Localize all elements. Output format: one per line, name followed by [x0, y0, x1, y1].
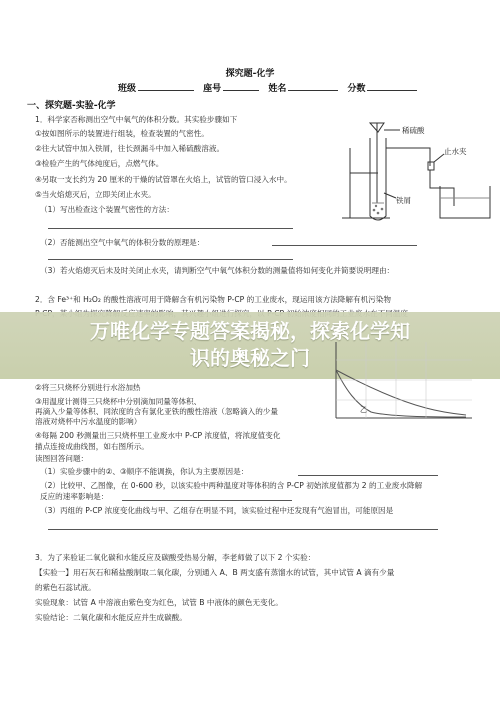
q2-sub-2: （2）比较甲、乙图像，在 0-600 秒，以该实验中两种温度对等体积的含 P-CP 初始浓度值都为 2 的工业废水降解 — [40, 481, 423, 490]
q1-answer-line-2[interactable] — [272, 245, 417, 246]
q2-answer-line-2[interactable] — [122, 500, 292, 501]
q1-intro: 1．科学家否称测出空气中氧气的体积分数。其实验步骤如下 — [35, 115, 238, 124]
seat-blank[interactable] — [223, 81, 259, 91]
q1-answer-line-1[interactable] — [48, 228, 293, 229]
banner-line-2: 识的奥秘之门 — [190, 346, 310, 370]
q1-step-5: ⑤当火焰熄灭后，立即关闭止水夹。 — [35, 190, 156, 199]
q2-read: 读图回答问题： — [35, 454, 89, 463]
q3-intro: 3．为了来验证二氧化碳和水能反应及碳酸受热易分解，李老师做了以下 2 个实验： — [35, 553, 316, 562]
q2-step-3b: 再滴入少量等体积、同浓度的含有氯化亚铁的酸性溶液（忽略滴入的少量 — [35, 407, 278, 416]
q2-sub-3: （3）丙组的 P-CP 浓度变化曲线与甲、乙组存在明显不同，该实验过程中还发现有气泡冒出，可能原因是 — [40, 506, 394, 515]
q1-sub-2: （2）否能测出空气中氧气的体积分数的原理是： — [40, 238, 205, 247]
name-blank[interactable] — [288, 81, 338, 91]
score-blank[interactable] — [367, 81, 417, 91]
q2-sub-1: （1）实验步骤中的②、③顺序不能调换，你认为主要原因是： — [40, 467, 249, 476]
fig-label-acid: 稀硫酸 — [402, 126, 425, 135]
graph-curve-label: 乙 — [360, 406, 367, 414]
fig-label-clamp: 止水夹 — [444, 147, 467, 156]
q2-step-4b: 描点连接成曲线图，如右图所示。 — [35, 442, 149, 451]
q1-sub-3: （3）若火焰熄灭后未及时关闭止水夹，请判断空气中氧气体积分数的测量值将如何变化并简要说明理由： — [40, 266, 395, 275]
q2-answer-line-1[interactable] — [298, 475, 438, 476]
class-label: 班级 — [118, 84, 137, 94]
q1-sub-1: （1）写出检查这个装置气密性的方法： — [40, 205, 174, 214]
score-label: 分数 — [347, 84, 366, 94]
q2-step-3c: 溶液对烧杯中污水温度的影响） — [35, 417, 142, 426]
q1-step-4: ④另取一支长约为 20 厘米的干燥的试管罩在火焰上，试管的管口浸入水中。 — [35, 175, 292, 184]
class-blank[interactable] — [138, 81, 194, 91]
q3-conclusion: 实验结论：二氧化碳和水能反应并生成碳酸。 — [35, 613, 187, 622]
student-info-line — [118, 81, 423, 94]
q2-step-3: ③用温度计测得三只烧杯中分别滴加同量等体积、 — [35, 397, 202, 406]
seat-label: 座号 — [203, 84, 222, 94]
q1-step-1: ①按如图所示的装置进行组装，检查装置的气密性。 — [35, 129, 209, 138]
q2-answer-line-3[interactable] — [48, 529, 438, 530]
q3-exp-1: 【实验一】用石灰石和稀盐酸制取二氧化碳，分别通入 A、B 两支盛有蒸馏水的试管，其中试管 A 滴有少量 — [35, 568, 395, 577]
q2-step-2: ②将三只烧杯分别进行水浴加热 — [35, 383, 141, 392]
banner-line-1: 万唯化学专题答案揭秘，探索化学知 — [90, 319, 410, 343]
apparatus-figure — [330, 118, 495, 228]
q1-answer-line-2b[interactable] — [48, 259, 293, 260]
document-title: 探究题-化学 — [225, 69, 275, 79]
q2-step-4: ④每隔 200 秒测量出三只烧杯里工业废水中 P-CP 浓度值，将浓度值变化 — [35, 431, 281, 440]
q3-exp-1b: 的紫色石蕊试液。 — [35, 583, 96, 592]
section-title: 一、探究题-实验-化学 — [27, 101, 116, 111]
q2-line-1: 2．含 Fe³⁺和 H₂O₂ 的酸性溶液可用于降解含有机污染物 P-CP 的工业废水，现运用该方法降解有机污染物 — [35, 295, 391, 304]
q3-phenomenon: 实验现象：试管 A 中溶液由紫色变为红色，试管 B 中液体的颜色无变化。 — [35, 598, 283, 607]
q2-sub-2b: 反应的速率影响是： — [40, 492, 109, 501]
q1-step-2: ②往大试管中加入铁屑，往长颈漏斗中加入稀硫酸溶液。 — [35, 144, 225, 153]
fig-label-iron: 铁屑 — [396, 196, 411, 205]
name-label: 姓名 — [268, 84, 287, 94]
q1-step-3: ③检验产生的气体纯度后，点燃气体。 — [35, 159, 164, 168]
pcp-concentration-graph — [326, 340, 476, 424]
